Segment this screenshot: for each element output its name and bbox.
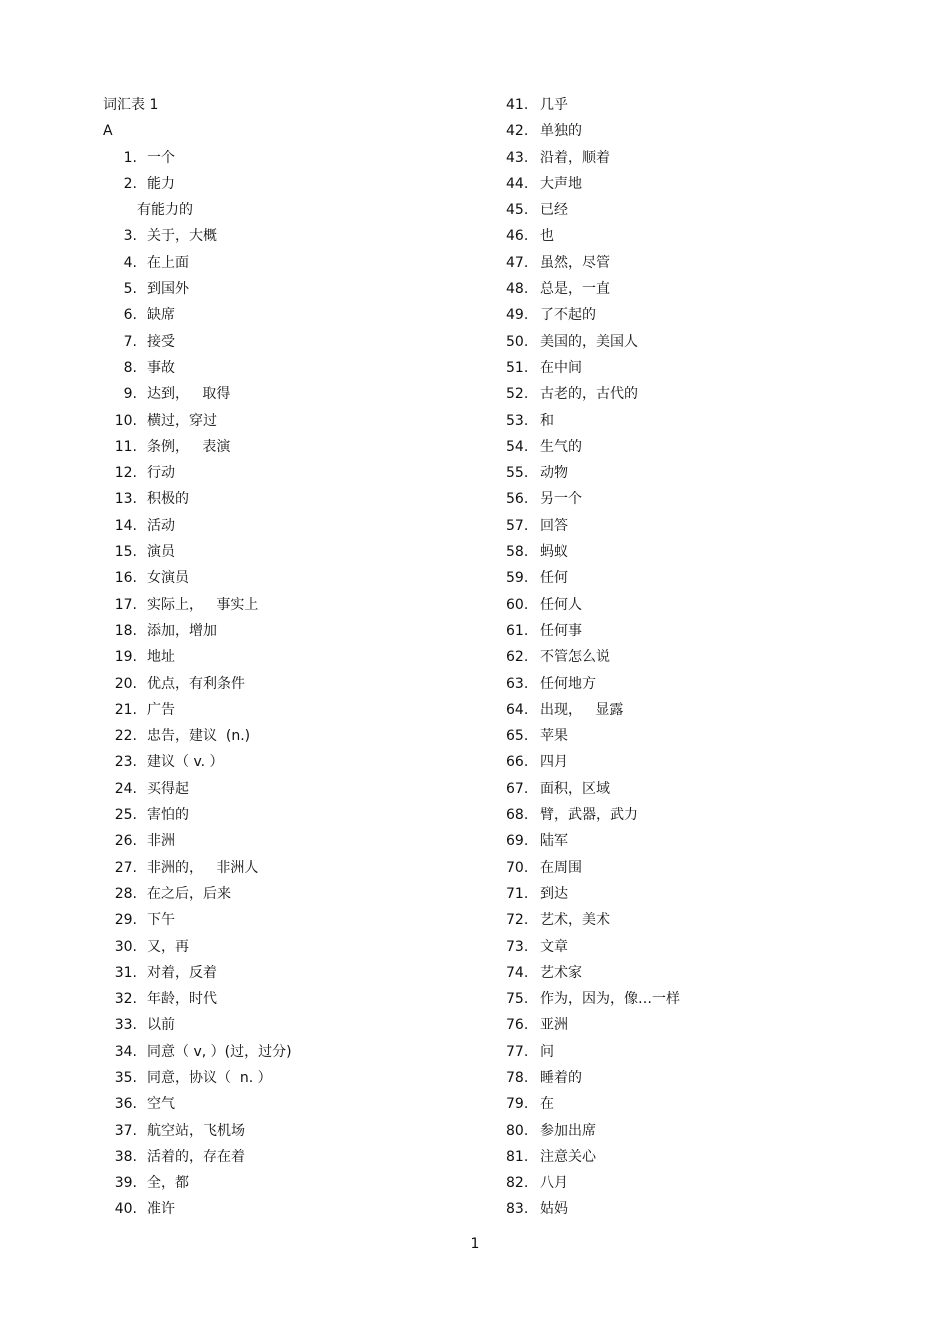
entry-number: 25.	[114, 807, 137, 824]
entry-meaning: 陆军	[540, 833, 568, 850]
vocab-entry	[506, 855, 886, 881]
right-column	[506, 92, 886, 1223]
entry-number: 9.	[123, 386, 137, 403]
entry-meaning: 作为，因为，像…一样	[540, 991, 680, 1008]
vocab-entry	[103, 907, 463, 933]
entry-meaning: 已经	[540, 202, 568, 219]
entry-meaning: 年龄，时代	[147, 991, 217, 1008]
page-number: 1	[470, 1236, 480, 1252]
vocab-entry	[103, 434, 463, 460]
entry-meaning: 单独的	[540, 123, 582, 140]
vocab-entry	[103, 986, 463, 1012]
vocab-entry	[103, 355, 463, 381]
entry-meaning: 虽然，尽管	[540, 254, 610, 271]
vocab-entry	[103, 565, 463, 591]
entry-number: 70.	[506, 859, 529, 876]
entry-number: 8.	[123, 359, 137, 376]
entry-number: 55.	[506, 465, 529, 482]
entry-number: 77.	[506, 1043, 529, 1060]
entry-number: 26.	[114, 833, 137, 850]
vocab-entry	[506, 92, 886, 118]
entry-meaning: 和	[540, 412, 554, 429]
vocab-entry	[506, 1091, 886, 1117]
vocab-entry	[506, 986, 886, 1012]
entry-number: 13.	[114, 491, 137, 508]
entry-meaning: 害怕的	[147, 807, 189, 824]
vocab-entry	[506, 197, 886, 223]
entry-meaning: 事故	[147, 359, 175, 376]
section-letter: A	[103, 123, 113, 140]
entry-meaning: 臂，武器，武力	[540, 807, 638, 824]
left-entry-list	[103, 145, 463, 1223]
entry-number: 73.	[506, 938, 529, 955]
entry-meaning: 空气	[147, 1096, 175, 1113]
vocab-entry	[506, 145, 886, 171]
vocab-entry	[103, 171, 463, 197]
entry-number: 34.	[114, 1043, 137, 1060]
entry-number: 69.	[506, 833, 529, 850]
vocab-entry	[506, 618, 886, 644]
entry-meaning: 接受	[147, 333, 175, 350]
vocab-entry	[506, 802, 886, 828]
entry-number: 76.	[506, 1017, 529, 1034]
entry-meaning: 非洲的， 非洲人	[147, 859, 259, 876]
entry-number: 18.	[114, 622, 137, 639]
entry-meaning: 买得起	[147, 780, 189, 797]
vocab-entry	[506, 907, 886, 933]
entry-number: 19.	[114, 649, 137, 666]
vocab-entry	[103, 1039, 463, 1065]
entry-number: 35.	[114, 1069, 137, 1086]
vocab-entry	[103, 592, 463, 618]
entry-number: 79.	[506, 1096, 529, 1113]
vocab-entry	[103, 1012, 463, 1038]
entry-number: 17.	[114, 596, 137, 613]
entry-meaning: 添加，增加	[147, 622, 217, 639]
entry-number: 53.	[506, 412, 529, 429]
vocab-entry	[103, 1118, 463, 1144]
entry-meaning: 在之后，后来	[147, 885, 231, 902]
vocab-entry	[506, 723, 886, 749]
vocab-entry	[103, 408, 463, 434]
entry-meaning: 横过，穿过	[147, 412, 217, 429]
entry-meaning: 美国的，美国人	[540, 333, 638, 350]
vocab-entry	[103, 618, 463, 644]
entry-meaning: 在中间	[540, 359, 582, 376]
entry-number: 4.	[123, 254, 137, 271]
entry-number: 66.	[506, 754, 529, 771]
entry-meaning: 建议（ v. ）	[147, 754, 224, 771]
entry-number: 60.	[506, 596, 529, 613]
entry-meaning: 非洲	[147, 833, 175, 850]
entry-meaning: 行动	[147, 465, 175, 482]
entry-meaning: 任何人	[540, 596, 582, 613]
entry-number: 32.	[114, 991, 137, 1008]
vocab-entry	[506, 460, 886, 486]
entry-meaning: 实际上， 事实上	[147, 596, 259, 613]
entry-meaning: 姑妈	[540, 1201, 568, 1218]
entry-number: 74.	[506, 964, 529, 981]
entry-number: 57.	[506, 517, 529, 534]
entry-meaning: 古老的，古代的	[540, 386, 638, 403]
vocab-entry	[506, 1039, 886, 1065]
entry-number: 44.	[506, 175, 529, 192]
entry-meaning: 同意（ v, ）(过，过分)	[147, 1043, 292, 1060]
vocab-entry	[506, 513, 886, 539]
entry-meaning: 演员	[147, 544, 175, 561]
vocab-entry	[506, 355, 886, 381]
entry-number: 16.	[114, 570, 137, 587]
vocab-entry	[506, 776, 886, 802]
vocab-entry	[103, 749, 463, 775]
vocab-entry	[506, 329, 886, 355]
entry-meaning: 亚洲	[540, 1017, 568, 1034]
entry-number: 54.	[506, 438, 529, 455]
vocab-entry	[506, 565, 886, 591]
entry-meaning: 对着，反着	[147, 964, 217, 981]
entry-number: 81.	[506, 1148, 529, 1165]
entry-meaning: 另一个	[540, 491, 582, 508]
vocab-entry	[103, 960, 463, 986]
entry-number: 58.	[506, 544, 529, 561]
vocab-entry	[103, 223, 463, 249]
entry-number: 62.	[506, 649, 529, 666]
entry-meaning: 有能力的	[137, 202, 193, 219]
vocab-entry	[103, 671, 463, 697]
entry-number: 46.	[506, 228, 529, 245]
vocab-entry	[506, 223, 886, 249]
entry-meaning: 也	[540, 228, 554, 245]
entry-meaning: 到国外	[147, 281, 189, 298]
entry-meaning: 任何地方	[540, 675, 596, 692]
entry-number: 65.	[506, 728, 529, 745]
entry-meaning: 苹果	[540, 728, 568, 745]
entry-number: 49.	[506, 307, 529, 324]
entry-number: 14.	[114, 517, 137, 534]
entry-meaning: 八月	[540, 1175, 568, 1192]
entry-number: 36.	[114, 1096, 137, 1113]
entry-meaning: 缺席	[147, 307, 175, 324]
entry-number: 43.	[506, 149, 529, 166]
entry-number: 2.	[123, 175, 137, 192]
entry-meaning: 出现， 显露	[540, 701, 624, 718]
entry-number: 42.	[506, 123, 529, 140]
vocab-entry	[103, 776, 463, 802]
entry-meaning: 关于，大概	[147, 228, 217, 245]
entry-meaning: 参加出席	[540, 1122, 596, 1139]
entry-number: 7.	[123, 333, 137, 350]
vocab-entry	[103, 197, 463, 223]
entry-number: 59.	[506, 570, 529, 587]
entry-meaning: 问	[540, 1043, 554, 1060]
vocab-entry	[506, 118, 886, 144]
entry-meaning: 回答	[540, 517, 568, 534]
entry-meaning: 艺术，美术	[540, 912, 610, 929]
entry-meaning: 不管怎么说	[540, 649, 610, 666]
vocab-entry	[103, 1170, 463, 1196]
entry-number: 28.	[114, 885, 137, 902]
vocab-entry	[103, 697, 463, 723]
vocab-entry	[506, 671, 886, 697]
vocab-entry	[103, 1144, 463, 1170]
entry-meaning: 在上面	[147, 254, 189, 271]
vocab-entry	[103, 145, 463, 171]
vocab-entry	[506, 697, 886, 723]
entry-meaning: 沿着，顺着	[540, 149, 610, 166]
entry-number: 1.	[123, 149, 137, 166]
vocab-entry	[506, 881, 886, 907]
vocab-entry	[103, 276, 463, 302]
entry-number: 38.	[114, 1148, 137, 1165]
entry-meaning: 忠告，建议 (n.)	[147, 728, 251, 745]
entry-meaning: 蚂蚁	[540, 544, 568, 561]
vocab-entry	[506, 250, 886, 276]
entry-number: 45.	[506, 202, 529, 219]
entry-number: 75.	[506, 991, 529, 1008]
entry-meaning: 达到， 取得	[147, 386, 231, 403]
entry-number: 3.	[123, 228, 137, 245]
vocab-entry	[506, 828, 886, 854]
vocab-entry	[103, 802, 463, 828]
entry-number: 30.	[114, 938, 137, 955]
vocab-entry	[103, 513, 463, 539]
entry-number: 5.	[123, 281, 137, 298]
vocab-entry	[506, 302, 886, 328]
entry-number: 48.	[506, 281, 529, 298]
entry-number: 10.	[114, 412, 137, 429]
vocab-entry	[103, 460, 463, 486]
entry-meaning: 总是，一直	[540, 281, 610, 298]
vocab-entry	[506, 1144, 886, 1170]
entry-meaning: 准许	[147, 1201, 175, 1218]
vocab-entry	[506, 749, 886, 775]
entry-meaning: 动物	[540, 465, 568, 482]
entry-number: 29.	[114, 912, 137, 929]
vocab-entry	[506, 1012, 886, 1038]
vocab-entry	[506, 1118, 886, 1144]
entry-meaning: 以前	[147, 1017, 175, 1034]
entry-number: 67.	[506, 780, 529, 797]
entry-number: 21.	[114, 701, 137, 718]
entry-number: 33.	[114, 1017, 137, 1034]
entry-meaning: 又，再	[147, 938, 189, 955]
vocab-entry	[506, 592, 886, 618]
entry-number: 24.	[114, 780, 137, 797]
left-column	[103, 92, 463, 1223]
entry-meaning: 全，都	[147, 1175, 189, 1192]
vocab-entry	[506, 434, 886, 460]
vocab-entry	[506, 381, 886, 407]
entry-number: 63.	[506, 675, 529, 692]
entry-meaning: 面积，区域	[540, 780, 610, 797]
entry-meaning: 在周围	[540, 859, 582, 876]
entry-meaning: 下午	[147, 912, 175, 929]
entry-number: 23.	[114, 754, 137, 771]
entry-number: 82.	[506, 1175, 529, 1192]
entry-meaning: 几乎	[540, 97, 568, 113]
vocab-entry	[506, 276, 886, 302]
entry-number: 22.	[114, 728, 137, 745]
vocab-entry	[506, 486, 886, 512]
vocab-entry	[103, 881, 463, 907]
entry-number: 80.	[506, 1122, 529, 1139]
vocab-entry	[103, 302, 463, 328]
vocab-entry	[103, 381, 463, 407]
entry-meaning: 在	[540, 1096, 554, 1113]
vocab-entry	[103, 828, 463, 854]
entry-number: 50.	[506, 333, 529, 350]
entry-number: 78.	[506, 1069, 529, 1086]
vocab-entry	[103, 723, 463, 749]
vocab-entry	[103, 644, 463, 670]
entry-number: 11.	[114, 438, 137, 455]
entry-number: 83.	[506, 1201, 529, 1218]
entry-number: 6.	[123, 307, 137, 324]
entry-number: 68.	[506, 807, 529, 824]
entry-number: 27.	[114, 859, 137, 876]
vocab-entry	[506, 934, 886, 960]
entry-meaning: 能力	[147, 175, 175, 192]
entry-number: 41.	[506, 97, 529, 113]
entry-meaning: 四月	[540, 754, 568, 771]
entry-meaning: 优点，有利条件	[147, 675, 245, 692]
entry-number: 72.	[506, 912, 529, 929]
entry-number: 31.	[114, 964, 137, 981]
entry-number: 61.	[506, 622, 529, 639]
entry-meaning: 同意，协议（ n. ）	[147, 1069, 272, 1086]
entry-meaning: 生气的	[540, 438, 582, 455]
vocab-entry	[103, 1196, 463, 1222]
right-entry-list	[506, 92, 886, 1223]
entry-meaning: 地址	[147, 649, 175, 666]
entry-meaning: 积极的	[147, 491, 189, 508]
entry-meaning: 条例， 表演	[147, 438, 231, 455]
vocab-entry	[103, 250, 463, 276]
entry-meaning: 大声地	[540, 175, 582, 192]
entry-number: 51.	[506, 359, 529, 376]
vocab-entry	[103, 539, 463, 565]
vocab-entry	[506, 1170, 886, 1196]
entry-meaning: 到达	[540, 885, 568, 902]
vocab-entry	[506, 539, 886, 565]
vocab-entry	[103, 855, 463, 881]
vocab-entry	[506, 1065, 886, 1091]
vocab-entry	[506, 1196, 886, 1222]
vocab-entry	[103, 329, 463, 355]
vocab-entry	[103, 1065, 463, 1091]
vocab-entry	[506, 171, 886, 197]
entry-meaning: 了不起的	[540, 307, 596, 324]
entry-number: 39.	[114, 1175, 137, 1192]
entry-meaning: 航空站，飞机场	[147, 1122, 245, 1139]
entry-number: 52.	[506, 386, 529, 403]
entry-meaning: 任何事	[540, 622, 582, 639]
entry-meaning: 注意关心	[540, 1148, 596, 1165]
entry-number: 71.	[506, 885, 529, 902]
entry-meaning: 一个	[147, 149, 175, 166]
entry-meaning: 艺术家	[540, 964, 582, 981]
vocab-entry	[103, 1091, 463, 1117]
entry-meaning: 文章	[540, 938, 568, 955]
entry-meaning: 睡着的	[540, 1069, 582, 1086]
vocab-entry	[506, 408, 886, 434]
vocab-entry	[103, 934, 463, 960]
vocabulary-title: 词汇表 1	[103, 97, 159, 113]
entry-number: 47.	[506, 254, 529, 271]
entry-meaning: 活着的，存在着	[147, 1148, 245, 1165]
entry-number: 12.	[114, 465, 137, 482]
entry-meaning: 女演员	[147, 570, 189, 587]
entry-number: 20.	[114, 675, 137, 692]
vocab-entry	[103, 486, 463, 512]
vocab-entry	[506, 644, 886, 670]
entry-meaning: 活动	[147, 517, 175, 534]
entry-meaning: 任何	[540, 570, 568, 587]
entry-number: 56.	[506, 491, 529, 508]
entry-meaning: 广告	[147, 701, 175, 718]
entry-number: 37.	[114, 1122, 137, 1139]
entry-number: 64.	[506, 701, 529, 718]
entry-number: 40.	[114, 1201, 137, 1218]
entry-number: 15.	[114, 544, 137, 561]
vocab-entry	[506, 960, 886, 986]
